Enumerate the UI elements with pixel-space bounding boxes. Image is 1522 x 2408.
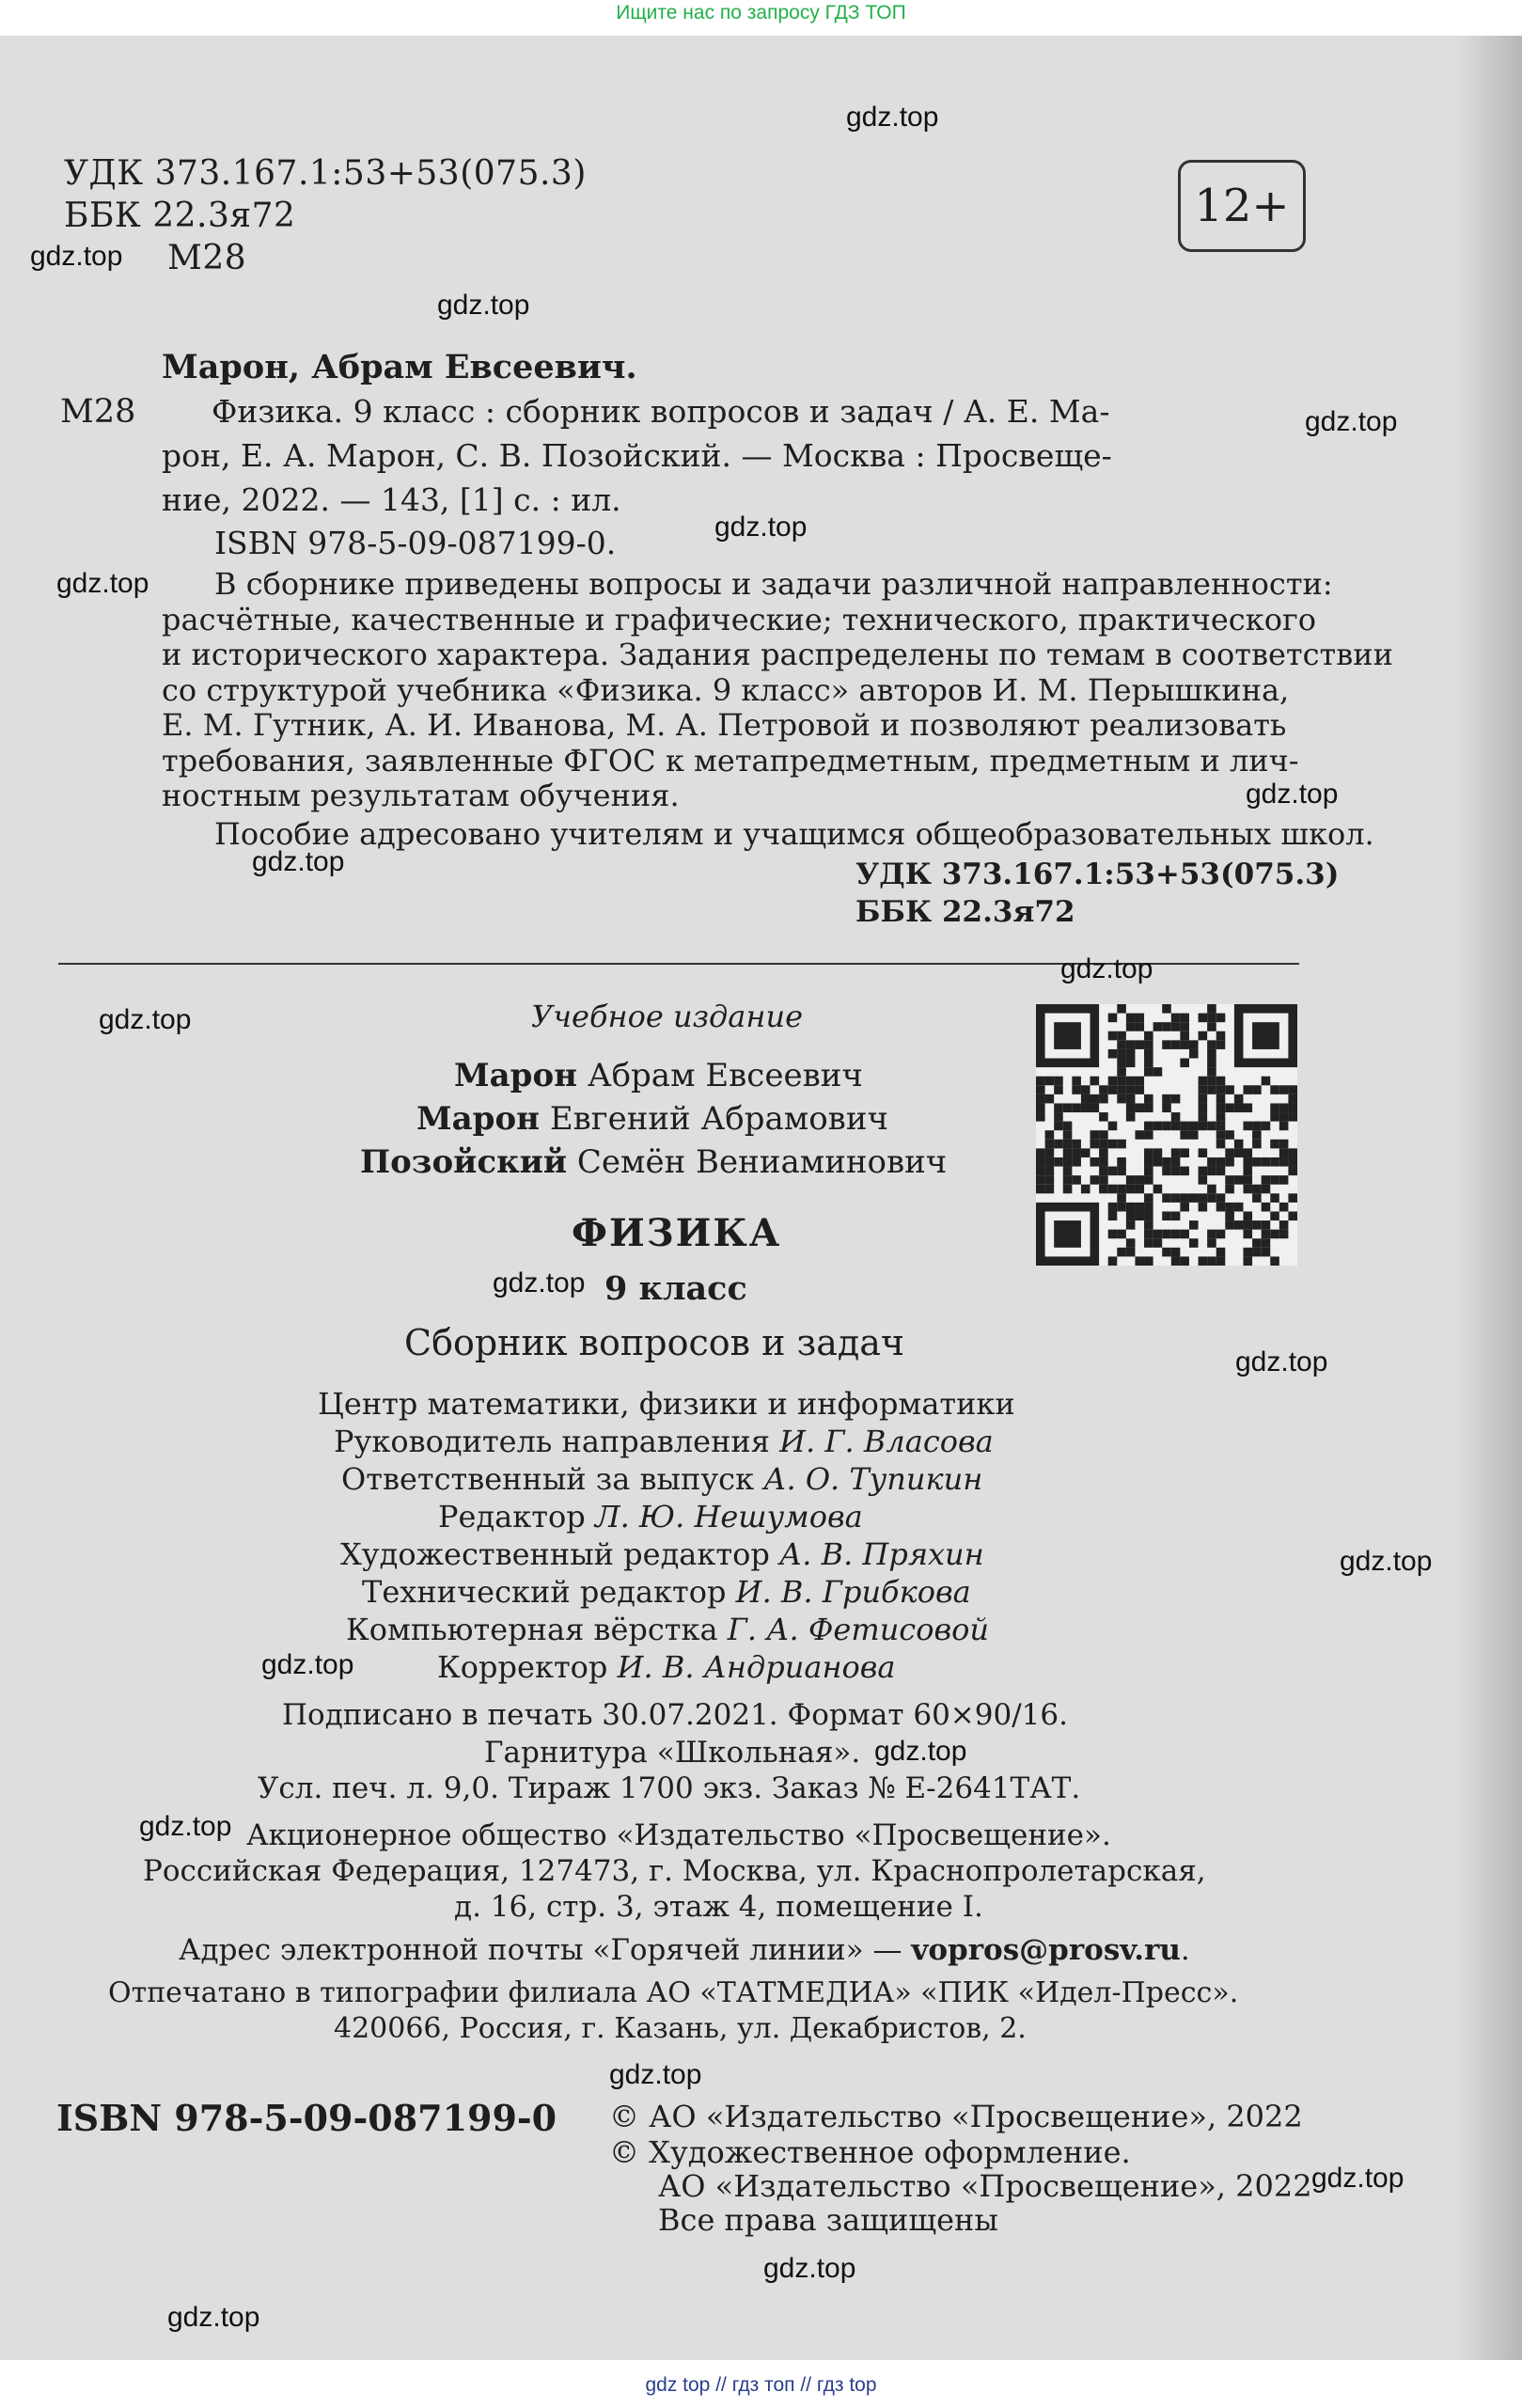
printer-line: 420066, Россия, г. Казань, ул. Декабристов, 2. <box>334 2012 1027 2045</box>
copyright-line: © Художественное оформление. <box>609 2134 1131 2170</box>
annotation-line: требования, заявленные ФГОС к метапредметным, предметным и лич- <box>162 742 1299 779</box>
staff-role: Редактор <box>438 1499 595 1535</box>
author-mark: М28 <box>167 239 247 277</box>
udk-code: УДК 373.167.1:53+53(075.3) <box>64 154 587 193</box>
hotline-dot: . <box>1180 1933 1190 1967</box>
edition-type: Учебное издание <box>531 999 803 1034</box>
watermark[interactable]: gdz.top <box>56 568 149 599</box>
watermark[interactable]: gdz.top <box>493 1267 586 1298</box>
author-names: Евгений Абрамович <box>540 1100 888 1138</box>
staff-name: А. О. Тупикин <box>763 1461 983 1497</box>
watermark[interactable]: gdz.top <box>99 1004 192 1035</box>
copyright-line: © АО «Издательство «Просвещение», 2022 <box>609 2099 1303 2134</box>
author-2 <box>416 1100 888 1138</box>
book-grade: 9 класс <box>604 1269 747 1308</box>
watermark[interactable]: gdz.top <box>437 290 530 321</box>
author-surname: Марон <box>454 1057 578 1094</box>
author-surname: Позойский <box>360 1143 568 1181</box>
isbn-bottom: ISBN 978-5-09-087199-0 <box>56 2097 557 2139</box>
top-banner[interactable]: Ищите нас по запросу ГДЗ ТОП <box>616 2 906 24</box>
staff-name: Л. Ю. Нешумова <box>594 1499 863 1535</box>
annotation-line: со структурой учебника «Физика. 9 класс» авторов И. М. Перышкина, <box>162 671 1290 708</box>
staff-role: Корректор <box>437 1649 618 1685</box>
watermark[interactable]: gdz.top <box>763 2253 856 2284</box>
hotline-label: Адрес электронной почты «Горячей линии» — <box>179 1933 912 1967</box>
watermark[interactable]: gdz.top <box>1060 953 1153 984</box>
age-rating-badge: 12+ <box>1178 160 1306 252</box>
annotation <box>162 566 1393 814</box>
author-names: Семён Вениаминович <box>567 1143 948 1181</box>
staff-name: И. Г. Власова <box>779 1424 994 1459</box>
author-1 <box>454 1057 863 1094</box>
watermark[interactable]: gdz.top <box>30 241 123 272</box>
watermark[interactable]: gdz.top <box>714 512 808 543</box>
qr-code[interactable] <box>1036 1004 1297 1266</box>
print-info-line: Гарнитура «Школьная». <box>484 1736 861 1770</box>
staff-line <box>318 1386 1015 1422</box>
print-info-line: д. 16, стр. 3, этаж 4, помещение I. <box>454 1890 983 1924</box>
staff-name: И. В. Грибкова <box>735 1574 971 1610</box>
page-edge-shadow <box>1456 36 1522 2360</box>
watermark[interactable]: gdz.top <box>1235 1346 1328 1377</box>
copyright-line: АО «Издательство «Просвещение», 2022 <box>658 2168 1312 2204</box>
annotation-line: и исторического характера. Задания распределены по темам в соответствии <box>162 637 1393 672</box>
bib-line-2: рон, Е. А. Марон, С. В. Позойский. — Москва : Просвеще- <box>162 437 1112 474</box>
staff-line <box>437 1649 895 1685</box>
watermark[interactable]: gdz.top <box>874 1736 967 1767</box>
copyright-line: Все права защищены <box>658 2202 998 2238</box>
watermark[interactable]: gdz.top <box>609 2059 702 2090</box>
staff-line <box>362 1574 971 1610</box>
print-info-line: Акционерное общество «Издательство «Просвещение». <box>246 1818 1111 1852</box>
watermark[interactable]: gdz.top <box>261 1649 354 1680</box>
annotation-line: В сборнике приведены вопросы и задачи различной направленности: <box>214 566 1333 602</box>
bib-line-3: ние, 2022. — 143, [1] с. : ил. <box>162 481 621 518</box>
printer-line: Отпечатано в типографии филиала АО «ТАТМЕДИА» «ПИК «Идел-Пресс». <box>108 1976 1239 2009</box>
watermark[interactable]: gdz.top <box>1246 779 1339 810</box>
staff-role: Технический редактор <box>362 1574 736 1610</box>
bib-line-1: Физика. 9 класс : сборник вопросов и задач / А. Е. Ма- <box>212 393 1110 430</box>
staff-name: И. В. Андрианова <box>617 1649 896 1685</box>
staff-role: Руководитель направления <box>334 1424 780 1459</box>
staff-line <box>346 1612 989 1647</box>
bottom-banner[interactable]: gdz top // гдз топ // гдз top <box>645 2374 877 2396</box>
author-names: Абрам Евсеевич <box>577 1057 863 1094</box>
hotline-email[interactable]: vopros@prosv.ru <box>911 1933 1181 1967</box>
annotation-line: Е. М. Гутник, А. И. Иванова, М. А. Петровой и позволяют реализовать <box>162 707 1287 743</box>
staff-role: Художественный редактор <box>340 1536 779 1572</box>
staff-role: Ответственный за выпуск <box>341 1461 764 1497</box>
watermark[interactable]: gdz.top <box>846 102 939 133</box>
udk-right: УДК 373.167.1:53+53(075.3) <box>855 858 1340 891</box>
bib-isbn: ISBN 978-5-09-087199-0. <box>214 525 617 561</box>
audience-note: Пособие адресовано учителям и учащимся общеобразовательных школ. <box>214 816 1374 852</box>
author-heading: Марон, Абрам Евсеевич. <box>162 348 637 386</box>
staff-name: А. В. Пряхин <box>778 1536 984 1572</box>
print-info-line: Подписано в печать 30.07.2021. Формат 60×90/16. <box>282 1698 1068 1732</box>
watermark[interactable]: gdz.top <box>1340 1546 1433 1577</box>
staff-line <box>438 1499 863 1535</box>
watermark[interactable]: gdz.top <box>139 1811 232 1842</box>
annotation-line: ностным результатам обучения. <box>162 778 680 813</box>
staff-line <box>334 1424 994 1459</box>
bbk-code: ББК 22.3я72 <box>64 197 296 235</box>
book-subtitle: Сборник вопросов и задач <box>404 1322 905 1363</box>
staff-role: Компьютерная вёрстка <box>346 1612 728 1647</box>
watermark[interactable]: gdz.top <box>1305 406 1398 437</box>
author-3 <box>360 1143 947 1181</box>
author-surname: Марон <box>416 1100 541 1138</box>
bib-code: М28 <box>60 393 136 431</box>
bbk-right: ББК 22.3я72 <box>855 895 1075 929</box>
book-title: ФИЗИКА <box>572 1211 782 1255</box>
staff-role: Центр математики, физики и информатики <box>318 1386 1015 1422</box>
watermark[interactable]: gdz.top <box>252 846 345 877</box>
print-info-line: Усл. печ. л. 9,0. Тираж 1700 экз. Заказ № Е-2641ТАТ. <box>258 1771 1081 1805</box>
hotline-line <box>179 1933 1190 1967</box>
staff-name: Г. А. Фетисовой <box>727 1612 989 1647</box>
staff-line <box>340 1536 984 1572</box>
staff-line <box>341 1461 982 1497</box>
annotation-line: расчётные, качественные и графические; технического, практического <box>162 601 1317 637</box>
watermark[interactable]: gdz.top <box>1311 2163 1404 2194</box>
watermark[interactable]: gdz.top <box>167 2302 260 2333</box>
print-info-line: Российская Федерация, 127473, г. Москва, ул. Краснопролетарская, <box>143 1854 1206 1888</box>
